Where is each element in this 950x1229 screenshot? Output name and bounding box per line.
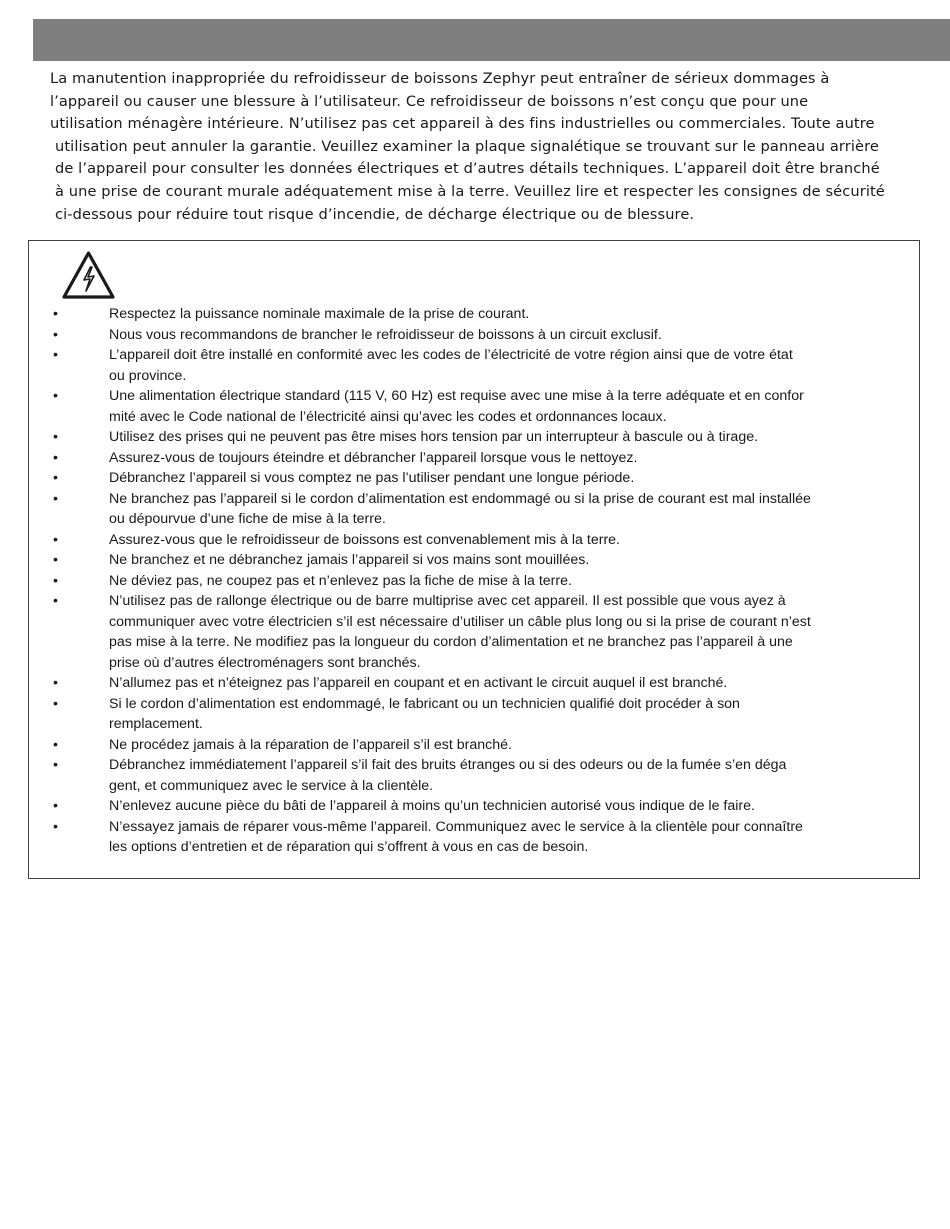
intro-line: l’appareil ou causer une blessure à l’utilisateur. Ce refroidisseur de boissons n’est conçu que pour une [50,92,809,110]
safety-rule-text: ou dépourvue d’une fiche de mise à la terre. [109,511,386,527]
safety-rule-text: Utilisez des prises qui ne peuvent pas être mises hors tension par un interrupteur à bascule ou à tirage. [109,429,759,445]
safety-rule-text: pas mise à la terre. Ne modifiez pas la longueur du cordon d’alimentation et ne branchez pas l’appareil à une [109,634,793,650]
intro-line: ci-dessous pour réduire tout risque d’incendie, de décharge électrique ou de blessure. [55,205,695,223]
safety-rule-text: ou province. [109,367,187,384]
bullet-marker: • [53,490,58,507]
safety-rule-text: les options d’entretien et de réparation qui s’offrent à vous en cas de besoin. [109,839,589,855]
intro-line: La manutention inappropriée du refroidisseur de boissons Zephyr peut entraîner de sérieux dommages à [50,70,830,87]
safety-rule-item [29,345,921,386]
safety-rule-item [29,591,921,673]
safety-rule-text: Une alimentation électrique standard (115 V, 60 Hz) est requise avec une mise à la terre adéquate et en confor [109,388,804,404]
safety-rule-text: Ne procédez jamais à la réparation de l’appareil s’il est branché. [109,736,512,753]
safety-rule-item [29,489,921,530]
intro-line: utilisation peut annuler la garantie. Veuillez examiner la plaque signalétique se trouvant sur le panneau arrière [55,137,879,155]
safety-rule-item [29,427,921,448]
safety-rule-text: Ne branchez et ne débranchez jamais l’appareil si vos mains sont mouillées. [109,552,590,568]
bullet-marker: • [53,326,58,343]
bullet-marker: • [53,695,58,712]
safety-rule-text: Respectez la puissance nominale maximale de la prise de courant. [109,306,530,322]
bullet-marker: • [53,736,58,753]
safety-rule-item [29,468,921,489]
intro-paragraph [50,68,905,226]
safety-rule-item [29,448,921,469]
bullet-marker: • [53,388,58,404]
safety-rule-item [29,530,921,551]
bullet-marker: • [53,306,58,322]
safety-rule-text: L’appareil doit être installé en conformité avec les codes de l’électricité de votre région ainsi que de votre état [109,347,793,363]
safety-rule-item [29,386,921,427]
safety-rules-list [29,304,921,858]
section-header-bar [33,19,950,61]
safety-rule-text: mité avec le Code national de l’électricité ainsi qu’avec les codes et ordonnances locaux. [109,408,667,425]
safety-rule-text: remplacement. [109,716,203,732]
safety-warning-box [28,240,920,879]
safety-rule-text: N’allumez pas et n’éteignez pas l’appareil en coupant et en activant le circuit auquel il est branché. [109,675,728,691]
safety-rule-text: communiquer avec votre électricien s’il est nécessaire d’utiliser un câble plus long ou si la prise de courant n’est [109,613,811,630]
safety-rule-item [29,571,921,592]
bullet-marker: • [53,552,58,568]
bullet-marker: • [53,593,58,609]
safety-rule-text: N’utilisez pas de rallonge électrique ou de barre multiprise avec cet appareil. Il est possible que vous ayez à [109,593,786,609]
bullet-marker: • [53,757,58,773]
safety-rule-text: prise où d’autres électroménagers sont branchés. [109,654,421,671]
electrical-hazard-icon [61,250,116,300]
bullet-marker: • [53,429,58,445]
safety-rule-text: Assurez-vous que le refroidisseur de boissons est convenablement mis à la terre. [109,531,620,548]
safety-rule-item [29,694,921,735]
safety-rule-item [29,755,921,796]
safety-rule-text: Assurez-vous de toujours éteindre et débrancher l’appareil lorsque vous le nettoyez. [109,449,638,466]
safety-rule-item [29,796,921,817]
safety-rule-text: N’enlevez aucune pièce du bâti de l’appareil à moins qu’un technicien autorisé vous indique de le faire. [109,798,755,814]
bullet-marker: • [53,531,58,548]
intro-line: utilisation ménagère intérieure. N’utilisez pas cet appareil à des fins industrielles ou commerciales. Toute autre [50,115,875,133]
safety-rule-item [29,735,921,756]
safety-rule-text: gent, et communiquez avec le service à la clientèle. [109,777,434,794]
safety-rule-text: Ne déviez pas, ne coupez pas et n’enlevez pas la fiche de mise à la terre. [109,572,572,589]
safety-rule-item [29,817,921,858]
safety-rule-item [29,325,921,346]
bullet-marker: • [53,818,58,835]
safety-rule-text: N’essayez jamais de réparer vous-même l’appareil. Communiquez avec le service à la clientèle pour connaître [109,818,803,835]
safety-rule-item [29,673,921,694]
safety-rule-text: Débranchez immédiatement l’appareil s’il fait des bruits étranges ou si des odeurs ou de la fumée s’en déga [109,757,787,773]
safety-rule-text: Si le cordon d’alimentation est endommagé, le fabricant ou un technicien qualifié doit procéder à son [109,695,740,712]
bullet-marker: • [53,798,58,814]
intro-line: à une prise de courant murale adéquatement mise à la terre. Veuillez lire et respecter les consignes de sécurité [55,182,885,200]
bullet-marker: • [53,470,58,486]
bullet-marker: • [53,572,58,589]
bullet-marker: • [53,347,58,363]
safety-rule-text: Ne branchez pas l’appareil si le cordon d’alimentation est endommagé ou si la prise de courant est mal installée [109,490,811,507]
bullet-marker: • [53,449,58,466]
safety-rule-item [29,550,921,571]
safety-rule-text: Débranchez l’appareil si vous comptez ne pas l’utiliser pendant une longue période. [109,470,635,486]
intro-line: de l’appareil pour consulter les données électriques et d’autres détails techniques. L’appareil doit être branché [55,160,880,178]
bullet-marker: • [53,675,58,691]
safety-rule-text: Nous vous recommandons de brancher le refroidisseur de boissons à un circuit exclusif. [109,326,662,343]
safety-rule-item [29,304,921,325]
